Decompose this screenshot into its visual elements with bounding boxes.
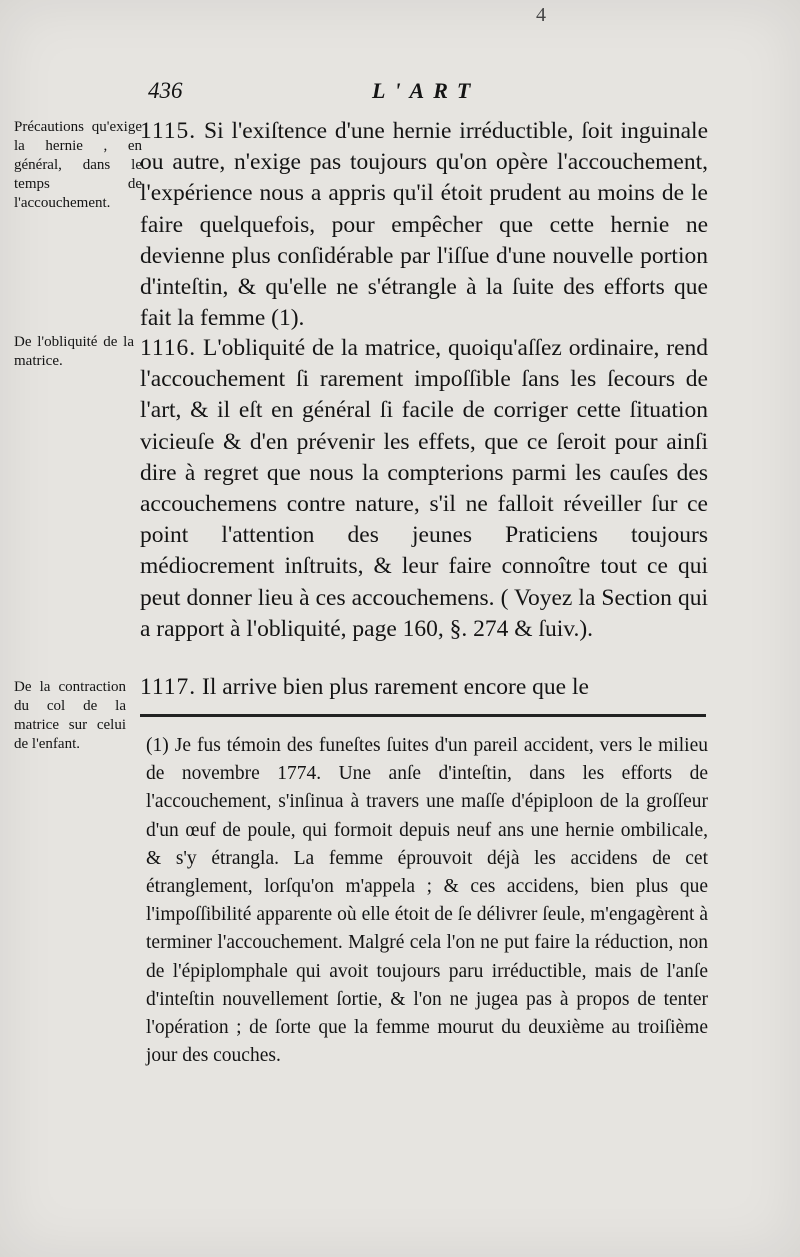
- paragraph-text: [140, 333, 708, 645]
- page-number: 436: [148, 78, 183, 103]
- page-header: [0, 78, 800, 108]
- paragraph-number: 1116.: [140, 335, 197, 361]
- footnote-marker: (1): [146, 735, 169, 756]
- paragraph-1115: [140, 116, 708, 334]
- margin-note-contraction: De la contraction du col de la matrice sur celui de l'enfant.: [14, 679, 126, 752]
- paragraph-1117: [140, 672, 708, 703]
- corner-mark: 4: [536, 4, 546, 26]
- footnote: [140, 732, 708, 1070]
- paragraph-body: Si l'exiſtence d'une hernie irréductible, ſoit inguinale ou autre, n'exige pas toujours qu'on opère l'accouchement, l'expérience nous a appris qu'il étoit prudent au moins de le faire quelquefois, pour empêcher que cette hernie ne devienne plus conſidérable par l'iſſue d'une nouvelle portion d'inteſtin, & qu'elle ne s'étrangle à la ſuite des efforts que fait la femme (1).: [140, 118, 708, 332]
- paragraph-number: 1115.: [140, 118, 197, 144]
- footnote-divider: [140, 714, 706, 717]
- margin-note-obliquity: De l'obliquité de la matrice.: [14, 334, 134, 369]
- running-head: L'ART: [372, 78, 480, 103]
- footnote-text: [140, 732, 708, 1070]
- paragraph-number: 1117.: [140, 674, 197, 700]
- paragraph-1116: [140, 333, 708, 645]
- paragraph-text: [140, 672, 708, 703]
- paragraph-body: L'obliquité de la matrice, quoiqu'aſſez ordinaire, rend l'accouchement ſi rarement impoſſible ſans les ſecours de l'art, & il eſt en général ſi facile de corriger cette ſituation vicieuſe & d'en prévenir les effets, que ce ſeroit pour ainſi dire à regret que nous la compterions parmi les cauſes des accouchemens contre nature, s'il ne falloit réveiller ſur ce point l'attention des jeunes Praticiens toujours médiocrement inſtruits, & leur faire connoître tout ce qui peut donner lieu à ces accouchemens. ( Voyez la Section qui a rapport à l'obliquité, page 160, §. 274 & ſuiv.).: [140, 335, 709, 642]
- footnote-body: Je fus témoin des funeſtes ſuites d'un pareil accident, vers le milieu de novembre 1774. Une anſe d'inteſtin, dans les efforts de l'accouchement, s'inſinua à travers une maſſe d'épiploon de la groſſeur d'un œuf de poule, qui formoit depuis neuf ans une hernie ombilicale, & s'y étrangla. La femme éprouvoit déjà les accidens de cet étranglement, lorſqu'on m'appela ; & ces accidens, bien plus que l'impoſſibilité apparente où elle étoit de ſe délivrer ſeule, m'engagèrent à terminer l'accouchement. Malgré cela l'on ne put faire la réduction, non de l'épiplomphale qui avoit toujours paru irréductible, mais de l'anſe d'inteſtin nouvellement ſortie, & l'on ne jugea pas à propos de tenter l'opération ; de ſorte que la femme mourut du deuxième au troiſième jour des couches.: [146, 735, 709, 1067]
- paragraph-body: Il arrive bien plus rarement encore que le: [202, 674, 589, 700]
- margin-note-hernia: Précautions qu'exige la hernie , en général, dans le temps de l'accouchement.: [14, 119, 142, 211]
- paragraph-text: [140, 116, 708, 334]
